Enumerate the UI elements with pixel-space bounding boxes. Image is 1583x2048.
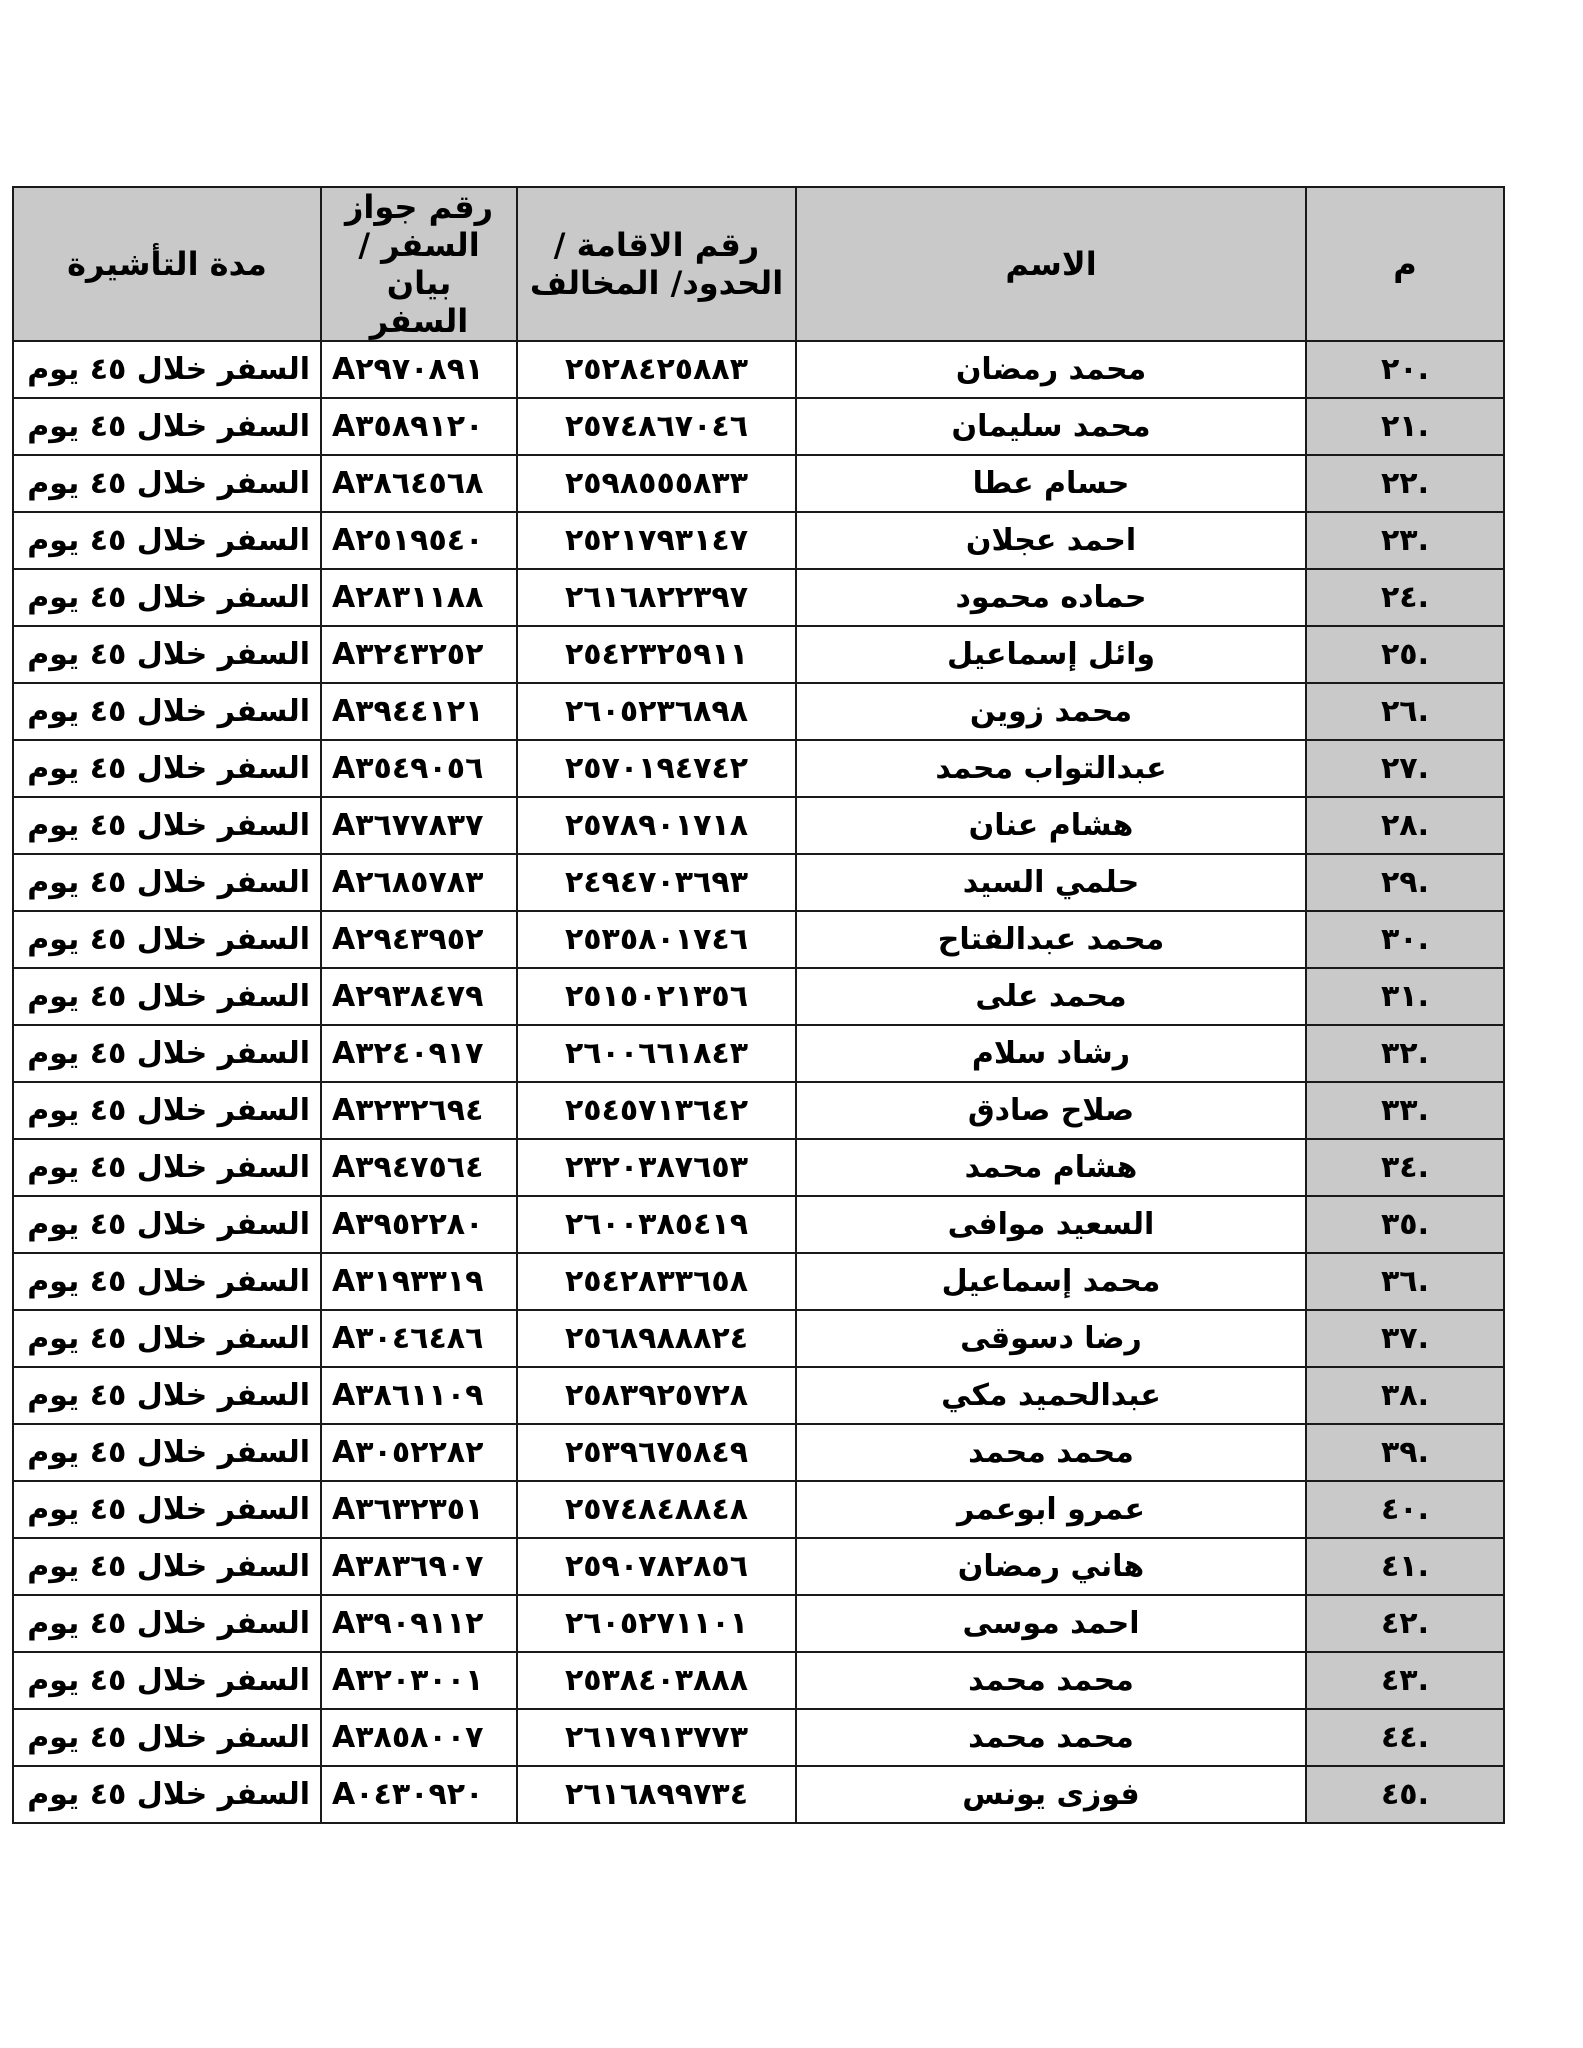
passport-number-cell: A٣٦٧٧٨٣٧ [321, 797, 517, 854]
duration-cell: السفر خلال ٤٥ يوم [13, 740, 321, 797]
row-index-cell: .٤١ [1306, 1538, 1504, 1595]
residence-number-cell: ٢٦٠٥٢٣٦٨٩٨ [517, 683, 796, 740]
table-row [13, 569, 1504, 626]
table-row [13, 1766, 1504, 1823]
passport-number-cell: A٣٠٤٦٤٨٦ [321, 1310, 517, 1367]
duration-cell: السفر خلال ٤٥ يوم [13, 626, 321, 683]
passport-number-cell: A٣٢٠٣٠٠١ [321, 1652, 517, 1709]
residence-number-cell: ٢٥٧٨٩٠١٧١٨ [517, 797, 796, 854]
passport-number-cell: A٣٦٣٢٣٥١ [321, 1481, 517, 1538]
row-index-cell: .٢٨ [1306, 797, 1504, 854]
row-index-cell: .٤٣ [1306, 1652, 1504, 1709]
header-passport: رقم جواز السفر / بيان السفر [321, 187, 517, 341]
duration-cell: السفر خلال ٤٥ يوم [13, 1595, 321, 1652]
table-header [13, 187, 1504, 341]
row-index-cell: .٢٠ [1306, 341, 1504, 398]
duration-cell: السفر خلال ٤٥ يوم [13, 968, 321, 1025]
row-index-cell: .٣١ [1306, 968, 1504, 1025]
header-index: م [1306, 187, 1504, 341]
residence-number-cell: ٢٥٩٠٧٨٢٨٥٦ [517, 1538, 796, 1595]
duration-cell: السفر خلال ٤٥ يوم [13, 797, 321, 854]
passport-number-cell: A٢٩٧٠٨٩١ [321, 341, 517, 398]
table-body [13, 341, 1504, 1823]
row-index-cell: .٢٦ [1306, 683, 1504, 740]
person-name-cell: حلمي السيد [796, 854, 1306, 911]
table-row [13, 854, 1504, 911]
person-name-cell: عبدالتواب محمد [796, 740, 1306, 797]
residence-number-cell: ٢٥٤٢٣٢٥٩١١ [517, 626, 796, 683]
person-name-cell: عبدالحميد مكي [796, 1367, 1306, 1424]
table-row [13, 911, 1504, 968]
duration-cell: السفر خلال ٤٥ يوم [13, 854, 321, 911]
residence-number-cell: ٢٥٨٣٩٢٥٧٢٨ [517, 1367, 796, 1424]
residence-number-cell: ٢٥٣٨٤٠٣٨٨٨ [517, 1652, 796, 1709]
person-name-cell: محمد محمد [796, 1709, 1306, 1766]
table-row [13, 1424, 1504, 1481]
row-index-cell: .٣٧ [1306, 1310, 1504, 1367]
passport-number-cell: A٣٨٦٤٥٦٨ [321, 455, 517, 512]
duration-cell: السفر خلال ٤٥ يوم [13, 569, 321, 626]
table-row [13, 1139, 1504, 1196]
row-index-cell: .٢١ [1306, 398, 1504, 455]
duration-cell: السفر خلال ٤٥ يوم [13, 512, 321, 569]
passport-number-cell: A٣٨٣٦٩٠٧ [321, 1538, 517, 1595]
table-row [13, 1196, 1504, 1253]
duration-cell: السفر خلال ٤٥ يوم [13, 1253, 321, 1310]
row-index-cell: .٣٠ [1306, 911, 1504, 968]
table-row [13, 1709, 1504, 1766]
row-index-cell: .٢٤ [1306, 569, 1504, 626]
person-name-cell: هشام محمد [796, 1139, 1306, 1196]
duration-cell: السفر خلال ٤٥ يوم [13, 1652, 321, 1709]
duration-cell: السفر خلال ٤٥ يوم [13, 1196, 321, 1253]
residence-number-cell: ٢٥٧٤٨٤٨٨٤٨ [517, 1481, 796, 1538]
person-name-cell: هاني رمضان [796, 1538, 1306, 1595]
row-index-cell: .٣٤ [1306, 1139, 1504, 1196]
row-index-cell: .٢٥ [1306, 626, 1504, 683]
row-index-cell: .٣٥ [1306, 1196, 1504, 1253]
row-index-cell: .٤٤ [1306, 1709, 1504, 1766]
passport-number-cell: A٣٥٨٩١٢٠ [321, 398, 517, 455]
row-index-cell: .٣٩ [1306, 1424, 1504, 1481]
residence-number-cell: ٢٦٠٠٦٦١٨٤٣ [517, 1025, 796, 1082]
person-name-cell: وائل إسماعيل [796, 626, 1306, 683]
table-row [13, 455, 1504, 512]
row-index-cell: .٣٨ [1306, 1367, 1504, 1424]
person-name-cell: صلاح صادق [796, 1082, 1306, 1139]
person-name-cell: احمد عجلان [796, 512, 1306, 569]
passport-number-cell: A٣٢٣٢٦٩٤ [321, 1082, 517, 1139]
duration-cell: السفر خلال ٤٥ يوم [13, 683, 321, 740]
passport-number-cell: A٢٥١٩٥٤٠ [321, 512, 517, 569]
duration-cell: السفر خلال ٤٥ يوم [13, 1082, 321, 1139]
passport-number-cell: A٣٢٤٠٩١٧ [321, 1025, 517, 1082]
row-index-cell: .٢٩ [1306, 854, 1504, 911]
row-index-cell: .٤٥ [1306, 1766, 1504, 1823]
residence-number-cell: ٢٦٠٥٢٧١١٠١ [517, 1595, 796, 1652]
table-row [13, 1310, 1504, 1367]
table-row [13, 740, 1504, 797]
person-name-cell: محمد عبدالفتاح [796, 911, 1306, 968]
passport-number-cell: A٣٩٤٤١٢١ [321, 683, 517, 740]
residence-number-cell: ٢٥٤٢٨٣٣٦٥٨ [517, 1253, 796, 1310]
row-index-cell: .٤٢ [1306, 1595, 1504, 1652]
table-row [13, 512, 1504, 569]
duration-cell: السفر خلال ٤٥ يوم [13, 1367, 321, 1424]
table-row [13, 1652, 1504, 1709]
passport-number-cell: A٣٠٥٢٢٨٢ [321, 1424, 517, 1481]
table-row [13, 1538, 1504, 1595]
row-index-cell: .٤٠ [1306, 1481, 1504, 1538]
passport-number-cell: A٢٨٣١١٨٨ [321, 569, 517, 626]
residence-number-cell: ٢٥٢٨٤٢٥٨٨٣ [517, 341, 796, 398]
row-index-cell: .٣٦ [1306, 1253, 1504, 1310]
residence-number-cell: ٢٥٢١٧٩٣١٤٧ [517, 512, 796, 569]
table-row [13, 797, 1504, 854]
person-name-cell: عمرو ابوعمر [796, 1481, 1306, 1538]
table-row [13, 968, 1504, 1025]
table-row [13, 1481, 1504, 1538]
residence-number-cell: ٢٤٩٤٧٠٣٦٩٣ [517, 854, 796, 911]
residence-number-cell: ٢٣٢٠٣٨٧٦٥٣ [517, 1139, 796, 1196]
person-name-cell: حماده محمود [796, 569, 1306, 626]
passport-number-cell: A٢٦٨٥٧٨٣ [321, 854, 517, 911]
passport-number-cell: A٣٥٤٩٠٥٦ [321, 740, 517, 797]
person-name-cell: السعيد موافى [796, 1196, 1306, 1253]
person-name-cell: رضا دسوقى [796, 1310, 1306, 1367]
passport-number-cell: A٣٨٥٨٠٠٧ [321, 1709, 517, 1766]
person-name-cell: محمد محمد [796, 1424, 1306, 1481]
table-row [13, 1025, 1504, 1082]
table-row [13, 626, 1504, 683]
person-name-cell: محمد رمضان [796, 341, 1306, 398]
header-row [13, 187, 1504, 341]
passport-number-cell: A٣٩٥٢٢٨٠ [321, 1196, 517, 1253]
person-name-cell: رشاد سلام [796, 1025, 1306, 1082]
duration-cell: السفر خلال ٤٥ يوم [13, 1310, 321, 1367]
residence-number-cell: ٢٦١٧٩١٣٧٧٣ [517, 1709, 796, 1766]
passport-number-cell: A٣٩٠٩١١٢ [321, 1595, 517, 1652]
person-name-cell: فوزى يونس [796, 1766, 1306, 1823]
table-row [13, 1082, 1504, 1139]
person-name-cell: محمد على [796, 968, 1306, 1025]
header-duration: مدة التأشيرة [13, 187, 321, 341]
row-index-cell: .٢٣ [1306, 512, 1504, 569]
residence-number-cell: ٢٥٦٨٩٨٨٨٢٤ [517, 1310, 796, 1367]
row-index-cell: .٢٢ [1306, 455, 1504, 512]
person-name-cell: محمد زوين [796, 683, 1306, 740]
table-row [13, 398, 1504, 455]
duration-cell: السفر خلال ٤٥ يوم [13, 1709, 321, 1766]
person-name-cell: احمد موسى [796, 1595, 1306, 1652]
passport-number-cell: A٣٨٦١١٠٩ [321, 1367, 517, 1424]
duration-cell: السفر خلال ٤٥ يوم [13, 1481, 321, 1538]
person-name-cell: محمد إسماعيل [796, 1253, 1306, 1310]
person-name-cell: حسام عطا [796, 455, 1306, 512]
duration-cell: السفر خلال ٤٥ يوم [13, 1424, 321, 1481]
person-name-cell: محمد محمد [796, 1652, 1306, 1709]
row-index-cell: .٢٧ [1306, 740, 1504, 797]
residence-number-cell: ٢٥١٥٠٢١٣٥٦ [517, 968, 796, 1025]
table-row [13, 341, 1504, 398]
table-row [13, 683, 1504, 740]
duration-cell: السفر خلال ٤٥ يوم [13, 398, 321, 455]
residence-number-cell: ٢٥٣٥٨٠١٧٤٦ [517, 911, 796, 968]
visa-roster-table [12, 186, 1505, 1824]
duration-cell: السفر خلال ٤٥ يوم [13, 911, 321, 968]
passport-number-cell: A٣١٩٣٣١٩ [321, 1253, 517, 1310]
table-row [13, 1367, 1504, 1424]
passport-number-cell: A٢٩٤٣٩٥٢ [321, 911, 517, 968]
residence-number-cell: ٢٦١٦٨٢٢٣٩٧ [517, 569, 796, 626]
row-index-cell: .٣٢ [1306, 1025, 1504, 1082]
header-residence: رقم الاقامة / الحدود/ المخالف [517, 187, 796, 341]
passport-number-cell: A٣٢٤٣٢٥٢ [321, 626, 517, 683]
duration-cell: السفر خلال ٤٥ يوم [13, 341, 321, 398]
residence-number-cell: ٢٥٣٩٦٧٥٨٤٩ [517, 1424, 796, 1481]
passport-number-cell: A٢٩٣٨٤٧٩ [321, 968, 517, 1025]
duration-cell: السفر خلال ٤٥ يوم [13, 1025, 321, 1082]
row-index-cell: .٣٣ [1306, 1082, 1504, 1139]
residence-number-cell: ٢٦٠٠٣٨٥٤١٩ [517, 1196, 796, 1253]
residence-number-cell: ٢٥٩٨٥٥٥٨٣٣ [517, 455, 796, 512]
passport-number-cell: A٠٤٣٠٩٢٠ [321, 1766, 517, 1823]
residence-number-cell: ٢٦١٦٨٩٩٧٣٤ [517, 1766, 796, 1823]
table-row [13, 1595, 1504, 1652]
duration-cell: السفر خلال ٤٥ يوم [13, 1538, 321, 1595]
residence-number-cell: ٢٥٧٠١٩٤٧٤٢ [517, 740, 796, 797]
header-name: الاسم [796, 187, 1306, 341]
duration-cell: السفر خلال ٤٥ يوم [13, 455, 321, 512]
passport-number-cell: A٣٩٤٧٥٦٤ [321, 1139, 517, 1196]
duration-cell: السفر خلال ٤٥ يوم [13, 1139, 321, 1196]
duration-cell: السفر خلال ٤٥ يوم [13, 1766, 321, 1823]
residence-number-cell: ٢٥٤٥٧١٣٦٤٢ [517, 1082, 796, 1139]
person-name-cell: هشام عنان [796, 797, 1306, 854]
person-name-cell: محمد سليمان [796, 398, 1306, 455]
table-row [13, 1253, 1504, 1310]
residence-number-cell: ٢٥٧٤٨٦٧٠٤٦ [517, 398, 796, 455]
